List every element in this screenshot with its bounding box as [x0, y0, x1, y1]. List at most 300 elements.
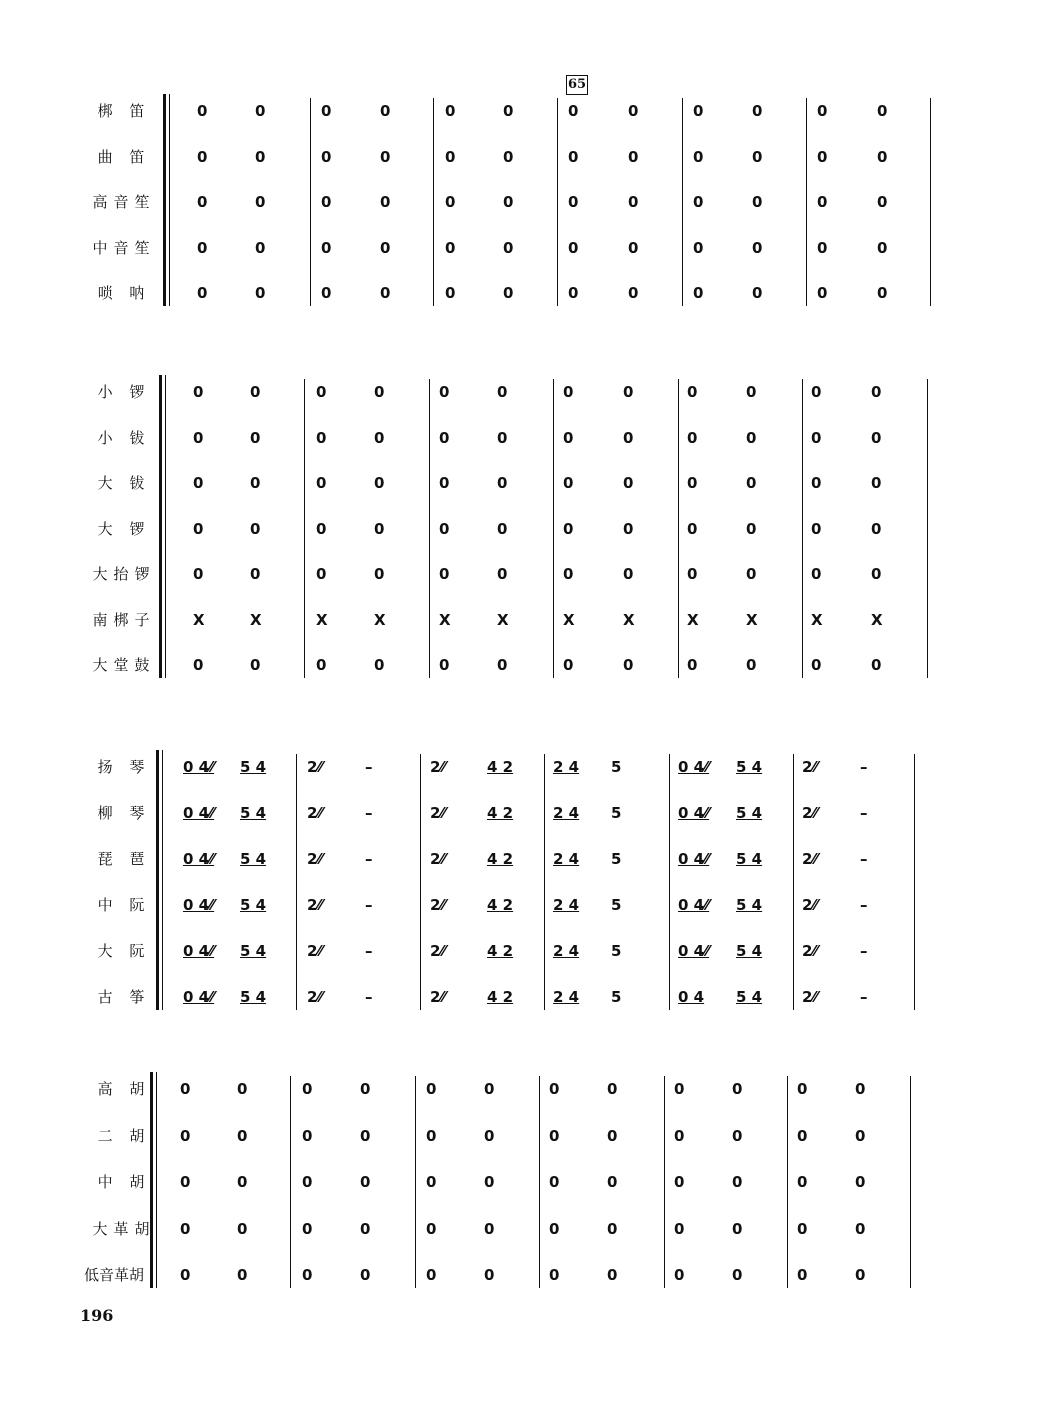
- note-cell: 0: [503, 238, 514, 257]
- instrument-label: 柳 琴: [97, 804, 151, 822]
- note-cell: 0: [623, 656, 634, 674]
- instrument-label: 古 筝: [97, 988, 151, 1006]
- instrument-label: 高 胡: [97, 1080, 151, 1098]
- note-cell: 0: [426, 1173, 437, 1191]
- barline: [806, 98, 807, 306]
- note-cell: 0: [360, 1266, 371, 1284]
- note-cell: 0: [855, 1173, 866, 1191]
- note-cell: 0: [817, 147, 828, 166]
- instrument-label: 大 锣: [97, 519, 151, 538]
- note-cell: 0: [623, 383, 634, 401]
- note-cell: 0: [439, 474, 450, 492]
- instrument-label: 琵 琶: [97, 850, 151, 868]
- note-cell: 0: [197, 238, 208, 257]
- note-cell: 0: [811, 474, 822, 492]
- note-cell: 0: [374, 519, 385, 538]
- note-cell: 0: [380, 284, 391, 302]
- note-cell: 4 2: [487, 896, 514, 914]
- note-cell: 0: [752, 238, 763, 257]
- note-cell: 0: [693, 238, 704, 257]
- note-cell: 0: [871, 565, 882, 583]
- note-cell: 0: [180, 1219, 191, 1238]
- note-cell: X: [563, 610, 575, 629]
- note-cell: 0: [563, 565, 574, 583]
- note-cell: –: [860, 850, 868, 868]
- note-cell: 0: [321, 238, 332, 257]
- note-cell: 0: [374, 474, 385, 492]
- instrument-label: 中 胡: [97, 1173, 151, 1191]
- note-cell: 0: [693, 193, 704, 211]
- note-cell: 0: [732, 1266, 743, 1284]
- note-cell: 5: [611, 850, 622, 868]
- note-cell: 0 4⁄⁄: [678, 896, 710, 914]
- note-cell: 0: [497, 474, 508, 492]
- note-cell: 0: [180, 1173, 191, 1191]
- note-cell: 0: [855, 1126, 866, 1145]
- note-cell: 0: [687, 383, 698, 401]
- note-cell: 0: [426, 1126, 437, 1145]
- note-cell: 0 4⁄⁄: [183, 804, 215, 822]
- note-cell: 0: [316, 428, 327, 447]
- note-cell: 0: [250, 656, 261, 674]
- note-cell: 2⁄⁄: [802, 850, 818, 868]
- note-cell: 0: [797, 1173, 808, 1191]
- note-cell: 0: [316, 383, 327, 401]
- barline: [787, 1076, 788, 1288]
- note-cell: X: [871, 610, 883, 629]
- note-cell: 0: [623, 565, 634, 583]
- note-cell: 4 2: [487, 988, 514, 1006]
- note-cell: 0: [445, 102, 456, 120]
- note-cell: 0: [302, 1080, 313, 1098]
- note-cell: 0: [563, 474, 574, 492]
- note-cell: 0 4⁄⁄: [183, 988, 215, 1006]
- note-cell: 4 2: [487, 850, 514, 868]
- note-cell: 2⁄⁄: [802, 758, 818, 776]
- note-cell: 5 4: [240, 896, 267, 914]
- note-cell: 0: [563, 383, 574, 401]
- note-cell: 0: [563, 519, 574, 538]
- note-cell: 2⁄⁄: [802, 896, 818, 914]
- note-cell: X: [623, 610, 635, 629]
- note-cell: 2⁄⁄: [802, 942, 818, 960]
- note-cell: 0: [321, 193, 332, 211]
- note-cell: 0: [797, 1080, 808, 1098]
- note-cell: X: [374, 610, 386, 629]
- note-cell: –: [365, 850, 373, 868]
- note-cell: 0: [250, 428, 261, 447]
- note-cell: 0: [746, 428, 757, 447]
- note-cell: 0: [497, 656, 508, 674]
- note-cell: 5 4: [736, 804, 763, 822]
- note-cell: 0: [439, 656, 450, 674]
- note-cell: 0: [503, 102, 514, 120]
- barline: [310, 98, 311, 306]
- note-cell: 0: [484, 1126, 495, 1145]
- instrument-label: 高音笙: [92, 193, 156, 211]
- note-cell: 0: [687, 519, 698, 538]
- note-cell: 5 4: [240, 804, 267, 822]
- barline: [910, 1076, 911, 1288]
- note-cell: 0: [568, 147, 579, 166]
- note-cell: 0: [439, 383, 450, 401]
- instrument-label: 大 钹: [97, 474, 151, 492]
- instrument-label: 大革胡: [92, 1219, 156, 1238]
- note-cell: 0: [752, 147, 763, 166]
- note-cell: 0: [693, 284, 704, 302]
- note-cell: 0: [817, 193, 828, 211]
- note-cell: 0: [877, 284, 888, 302]
- note-cell: 0: [445, 193, 456, 211]
- note-cell: 0: [302, 1126, 313, 1145]
- note-cell: 0: [623, 519, 634, 538]
- instrument-label: 二 胡: [97, 1126, 151, 1145]
- note-cell: 0: [855, 1219, 866, 1238]
- note-cell: 2 4: [553, 758, 580, 776]
- note-cell: 5 4: [736, 896, 763, 914]
- barline: [669, 754, 670, 1010]
- note-cell: 0: [817, 284, 828, 302]
- barline: [429, 379, 430, 678]
- note-cell: X: [193, 610, 205, 629]
- note-cell: 0: [439, 519, 450, 538]
- note-cell: 0: [380, 193, 391, 211]
- note-cell: 0: [193, 519, 204, 538]
- note-cell: 0: [871, 519, 882, 538]
- note-cell: 0: [374, 383, 385, 401]
- instrument-label: 大堂鼓: [92, 656, 156, 674]
- barline: [914, 754, 915, 1010]
- note-cell: 0: [628, 284, 639, 302]
- note-cell: 0: [439, 428, 450, 447]
- barline: [930, 98, 931, 306]
- note-cell: 0 4⁄⁄: [678, 942, 710, 960]
- note-cell: 0: [503, 284, 514, 302]
- note-cell: 0: [374, 565, 385, 583]
- note-cell: 0: [871, 474, 882, 492]
- note-cell: 5 4: [240, 758, 267, 776]
- note-cell: 0: [445, 147, 456, 166]
- note-cell: 0 4⁄⁄: [678, 758, 710, 776]
- barline: [415, 1076, 416, 1288]
- note-cell: 0: [180, 1266, 191, 1284]
- note-cell: –: [860, 896, 868, 914]
- note-cell: 0: [811, 383, 822, 401]
- note-cell: 0: [197, 284, 208, 302]
- note-cell: 0: [674, 1126, 685, 1145]
- rehearsal-mark: 65: [566, 75, 588, 95]
- note-cell: 0: [302, 1219, 313, 1238]
- note-cell: 2⁄⁄: [430, 988, 446, 1006]
- note-cell: 5: [611, 804, 622, 822]
- note-cell: 0: [732, 1126, 743, 1145]
- note-cell: 0: [877, 147, 888, 166]
- barline: [290, 1076, 291, 1288]
- note-cell: 0: [549, 1219, 560, 1238]
- note-cell: 0: [237, 1219, 248, 1238]
- note-cell: –: [860, 758, 868, 776]
- note-cell: 5 4: [736, 758, 763, 776]
- note-cell: 2⁄⁄: [430, 850, 446, 868]
- note-cell: X: [687, 610, 699, 629]
- note-cell: 0: [193, 383, 204, 401]
- note-cell: X: [746, 610, 758, 629]
- note-cell: 0: [380, 238, 391, 257]
- note-cell: 0: [752, 284, 763, 302]
- note-cell: –: [365, 804, 373, 822]
- instrument-label: 大抬锣: [92, 565, 156, 583]
- note-cell: 0 4⁄⁄: [678, 850, 710, 868]
- note-cell: 2 4: [553, 804, 580, 822]
- note-cell: 0: [193, 474, 204, 492]
- note-cell: 0: [568, 193, 579, 211]
- note-cell: 0: [752, 193, 763, 211]
- note-cell: 0: [817, 102, 828, 120]
- note-cell: 0 4⁄⁄: [183, 850, 215, 868]
- note-cell: 2⁄⁄: [430, 942, 446, 960]
- barline: [553, 379, 554, 678]
- note-cell: 2⁄⁄: [430, 804, 446, 822]
- note-cell: 0 4: [678, 988, 705, 1006]
- barline: [664, 1076, 665, 1288]
- note-cell: 0: [607, 1126, 618, 1145]
- note-cell: 2⁄⁄: [307, 896, 323, 914]
- note-cell: 2⁄⁄: [307, 850, 323, 868]
- note-cell: 0: [855, 1080, 866, 1098]
- note-cell: 5: [611, 942, 622, 960]
- note-cell: 0: [302, 1173, 313, 1191]
- note-cell: 0: [237, 1080, 248, 1098]
- note-cell: 0: [871, 656, 882, 674]
- note-cell: 0: [255, 238, 266, 257]
- note-cell: 0: [497, 428, 508, 447]
- note-cell: 0 4⁄⁄: [183, 896, 215, 914]
- instrument-label: 小 锣: [97, 383, 151, 401]
- note-cell: 0: [607, 1266, 618, 1284]
- barline: [539, 1076, 540, 1288]
- note-cell: 0: [445, 238, 456, 257]
- note-cell: –: [365, 942, 373, 960]
- note-cell: 0: [374, 656, 385, 674]
- note-cell: 0: [817, 238, 828, 257]
- note-cell: 0: [549, 1126, 560, 1145]
- note-cell: 0: [687, 656, 698, 674]
- note-cell: 0: [484, 1219, 495, 1238]
- note-cell: 0: [687, 428, 698, 447]
- note-cell: 0: [316, 565, 327, 583]
- note-cell: 0: [237, 1173, 248, 1191]
- note-cell: –: [365, 988, 373, 1006]
- note-cell: 0: [607, 1173, 618, 1191]
- note-cell: 0: [484, 1266, 495, 1284]
- note-cell: 0: [607, 1080, 618, 1098]
- note-cell: 0 4⁄⁄: [183, 758, 215, 776]
- note-cell: 4 2: [487, 942, 514, 960]
- note-cell: 0: [746, 656, 757, 674]
- note-cell: 0: [568, 238, 579, 257]
- note-cell: 0: [674, 1266, 685, 1284]
- note-cell: 0: [732, 1173, 743, 1191]
- instrument-label: 小 钹: [97, 428, 151, 447]
- note-cell: 2⁄⁄: [307, 988, 323, 1006]
- note-cell: 0: [503, 193, 514, 211]
- barline: [793, 754, 794, 1010]
- note-cell: 0: [811, 428, 822, 447]
- barline: [420, 754, 421, 1010]
- note-cell: 0: [426, 1266, 437, 1284]
- note-cell: 0: [250, 565, 261, 583]
- note-cell: 0: [321, 102, 332, 120]
- instrument-label: 南梆子: [92, 610, 156, 629]
- note-cell: 0: [693, 147, 704, 166]
- note-cell: –: [365, 896, 373, 914]
- note-cell: 5: [611, 758, 622, 776]
- note-cell: 0: [877, 238, 888, 257]
- note-cell: 0: [877, 193, 888, 211]
- note-cell: 0: [316, 656, 327, 674]
- barline: [802, 379, 803, 678]
- instrument-label: 大 阮: [97, 942, 151, 960]
- note-cell: 0: [197, 147, 208, 166]
- note-cell: 0: [197, 193, 208, 211]
- note-cell: 4 2: [487, 758, 514, 776]
- instrument-label: 低音革胡: [83, 1266, 144, 1284]
- note-cell: 2⁄⁄: [802, 804, 818, 822]
- note-cell: 0: [871, 428, 882, 447]
- note-cell: 0: [250, 474, 261, 492]
- note-cell: 0: [316, 519, 327, 538]
- barline: [557, 98, 558, 306]
- note-cell: 0: [568, 284, 579, 302]
- instrument-label: 中音笙: [92, 238, 156, 257]
- note-cell: 0: [193, 428, 204, 447]
- page-number: 196: [80, 1306, 114, 1325]
- note-cell: 0: [687, 565, 698, 583]
- barline: [544, 754, 545, 1010]
- note-cell: 0: [549, 1173, 560, 1191]
- note-cell: 0: [180, 1080, 191, 1098]
- note-cell: 0: [628, 193, 639, 211]
- note-cell: 5 4: [736, 850, 763, 868]
- note-cell: 0: [623, 428, 634, 447]
- note-cell: 0: [797, 1266, 808, 1284]
- note-cell: 0: [628, 102, 639, 120]
- note-cell: 0: [250, 383, 261, 401]
- note-cell: 0: [250, 519, 261, 538]
- note-cell: 0: [439, 565, 450, 583]
- note-cell: 2 4: [553, 942, 580, 960]
- note-cell: 5 4: [736, 942, 763, 960]
- note-cell: 0: [797, 1219, 808, 1238]
- instrument-label: 扬 琴: [97, 758, 151, 776]
- note-cell: 0: [877, 102, 888, 120]
- note-cell: 0: [674, 1219, 685, 1238]
- note-cell: 0: [255, 284, 266, 302]
- note-cell: 2⁄⁄: [802, 988, 818, 1006]
- note-cell: 0: [497, 383, 508, 401]
- note-cell: 2⁄⁄: [307, 758, 323, 776]
- note-cell: 0: [445, 284, 456, 302]
- note-cell: X: [811, 610, 823, 629]
- note-cell: 0: [568, 102, 579, 120]
- note-cell: 0: [628, 238, 639, 257]
- note-cell: 0: [360, 1126, 371, 1145]
- barline: [927, 379, 928, 678]
- note-cell: 5 4: [736, 988, 763, 1006]
- note-cell: 0: [746, 565, 757, 583]
- note-cell: 0: [693, 102, 704, 120]
- note-cell: 0: [237, 1266, 248, 1284]
- note-cell: 0: [563, 428, 574, 447]
- note-cell: 2⁄⁄: [430, 758, 446, 776]
- note-cell: –: [860, 942, 868, 960]
- note-cell: 0: [426, 1080, 437, 1098]
- note-cell: 0: [674, 1080, 685, 1098]
- note-cell: 0 4⁄⁄: [678, 804, 710, 822]
- note-cell: X: [316, 610, 328, 629]
- note-cell: 0: [193, 656, 204, 674]
- note-cell: 0: [255, 102, 266, 120]
- note-cell: 0: [811, 565, 822, 583]
- note-cell: 0: [746, 383, 757, 401]
- note-cell: 0: [316, 474, 327, 492]
- note-cell: 4 2: [487, 804, 514, 822]
- barline: [678, 379, 679, 678]
- note-cell: 0: [811, 656, 822, 674]
- note-cell: 0: [302, 1266, 313, 1284]
- note-cell: –: [365, 758, 373, 776]
- note-cell: 0: [255, 193, 266, 211]
- note-cell: 0: [503, 147, 514, 166]
- note-cell: 2⁄⁄: [307, 804, 323, 822]
- note-cell: X: [497, 610, 509, 629]
- note-cell: 0: [732, 1219, 743, 1238]
- note-cell: 0: [197, 102, 208, 120]
- instrument-label: 中 阮: [97, 896, 151, 914]
- note-cell: 0: [497, 565, 508, 583]
- note-cell: 0: [674, 1173, 685, 1191]
- barline: [304, 379, 305, 678]
- note-cell: 2⁄⁄: [307, 942, 323, 960]
- note-cell: 0: [811, 519, 822, 538]
- note-cell: 0: [549, 1080, 560, 1098]
- note-cell: 2⁄⁄: [430, 896, 446, 914]
- note-cell: 0: [746, 474, 757, 492]
- note-cell: 0: [321, 147, 332, 166]
- note-cell: 0: [321, 284, 332, 302]
- note-cell: 0: [360, 1219, 371, 1238]
- note-cell: 0: [237, 1126, 248, 1145]
- instrument-label: 曲 笛: [97, 147, 151, 166]
- note-cell: 0: [380, 147, 391, 166]
- note-cell: 0: [497, 519, 508, 538]
- note-cell: 0: [752, 102, 763, 120]
- instrument-label: 唢 呐: [97, 284, 151, 302]
- note-cell: 0: [374, 428, 385, 447]
- note-cell: –: [860, 988, 868, 1006]
- note-cell: –: [860, 804, 868, 822]
- note-cell: 2 4: [553, 896, 580, 914]
- note-cell: 0: [623, 474, 634, 492]
- note-cell: 5: [611, 896, 622, 914]
- note-cell: 0: [180, 1126, 191, 1145]
- note-cell: 0: [360, 1080, 371, 1098]
- note-cell: 0: [193, 565, 204, 583]
- note-cell: 0: [871, 383, 882, 401]
- note-cell: 0: [484, 1173, 495, 1191]
- barline: [682, 98, 683, 306]
- note-cell: 0: [855, 1266, 866, 1284]
